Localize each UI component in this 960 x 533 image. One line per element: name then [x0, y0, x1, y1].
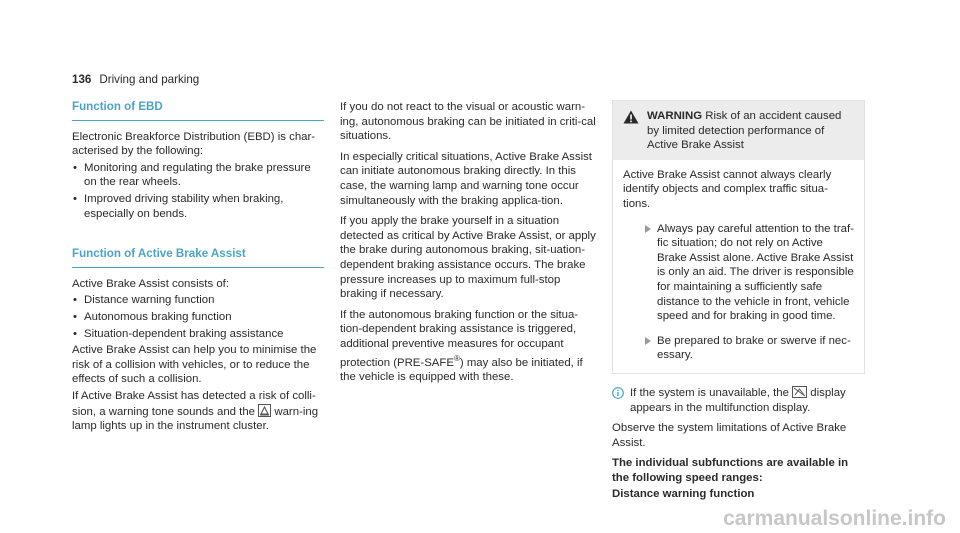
aba-paragraph-2-start: If Active Brake Assist has detected a risk of colli-sion, a warning tone sounds and the [72, 389, 316, 418]
warning-step-text: Always pay careful attention to the traf-fic situation; do not rely on Active Brake Assist alone. Active Brake Assist is only an aid. The driver is responsible for maintaining a sufficiently safe distance to the vehicle in front, vehicle speed and for braking in good time. [657, 222, 854, 323]
warning-headline: Risk of an accident caused by limited detection performance of Active Brake Assist [647, 110, 842, 152]
col2-paragraph-4 [340, 308, 598, 385]
column-1 [72, 100, 324, 436]
list-item: • Improved driving stability when braking, especially on bends. [72, 192, 324, 221]
warning-step [623, 334, 854, 363]
column-3 [612, 100, 865, 504]
info-note-start: If the system is unavailable, the [630, 386, 789, 399]
col2-paragraph-2: In especially critical situations, Active Brake Assist can initiate autonomous braking directly. In this case, the warning lamp and warning tone occur simultaneously with the braking applica-tion. [340, 150, 592, 207]
warning-step-text: Be prepared to brake or swerve if nec-essary. [657, 334, 851, 362]
ebd-list [72, 161, 324, 221]
aba-paragraph-2 [72, 389, 324, 434]
collision-warning-lamp-icon [258, 404, 271, 417]
brake-assist-off-icon [792, 386, 807, 398]
col2-paragraph-4-end: ) may also be initiated, if the vehicle is equipped with these. [340, 356, 583, 383]
col2-paragraph-4-start: If the autonomous braking function or the situa-tion-dependent braking assistance is triggered, additional preventive measures for occupant protection (PRE-SAFE [340, 308, 579, 369]
page-header [72, 73, 199, 88]
info-note-end: display appears in the multifunction display. [630, 386, 846, 414]
ebd-intro: Electronic Breakforce Distribution (EBD) is char-acterised by the following: [72, 130, 316, 158]
warning-body [613, 160, 864, 373]
warning-box [612, 100, 865, 374]
warning-triangle-icon [623, 110, 639, 124]
aba-paragraph-2-end: warn-ing lamp lights up in the instrument cluster. [72, 405, 319, 433]
step-arrow-icon [645, 337, 651, 345]
aba-heading: Function of Active Brake Assist [72, 247, 324, 268]
warning-text: Active Brake Assist cannot always clearly identify objects and complex traffic situa-tions. [623, 168, 832, 210]
step-arrow-icon [645, 225, 651, 233]
warning-step [623, 222, 854, 324]
col3-paragraph-1: Observe the system limitations of Active Brake Assist. [612, 422, 847, 449]
aba-paragraph-1: Active Brake Assist can help you to minimise the risk of a collision with vehicles, or to reduce the effects of such a collision. [72, 344, 317, 386]
page-number: 136 [72, 73, 92, 86]
list-item: • Monitoring and regulating the brake pressure on the rear wheels. [72, 161, 324, 190]
section-title: Driving and parking [99, 73, 200, 86]
column-2 [340, 100, 598, 390]
list-item: • Autonomous braking function [72, 310, 324, 325]
aba-list [72, 293, 324, 341]
col2-paragraph-1: If you do not react to the visual or acoustic warn-ing, autonomous braking can be initiated in criti-cal situations. [340, 101, 596, 143]
col2-paragraph-3: If you apply the brake yourself in a situation detected as critical by Active Brake Assist, or apply the brake during autonomous braking, sit-uation-dependent braking assistance occurs. The brake pressure increases up to maximum full-stop braking if necessary. [340, 215, 596, 301]
warning-header [613, 101, 864, 160]
distance-warning-heading: Distance warning function [612, 488, 755, 501]
speed-ranges-heading: The individual subfunctions are available in the following speed ranges: [612, 457, 849, 484]
warning-label: WARNING [647, 110, 703, 122]
info-icon [612, 387, 624, 399]
ebd-heading: Function of EBD [72, 100, 324, 121]
registered-mark: ® [453, 353, 460, 363]
watermark: carmanualsonline.info [723, 507, 946, 530]
info-note [612, 386, 865, 415]
list-item: • Distance warning function [72, 293, 324, 308]
list-item: • Situation-dependent braking assistance [72, 327, 324, 342]
aba-intro: Active Brake Assist consists of: [72, 277, 229, 290]
